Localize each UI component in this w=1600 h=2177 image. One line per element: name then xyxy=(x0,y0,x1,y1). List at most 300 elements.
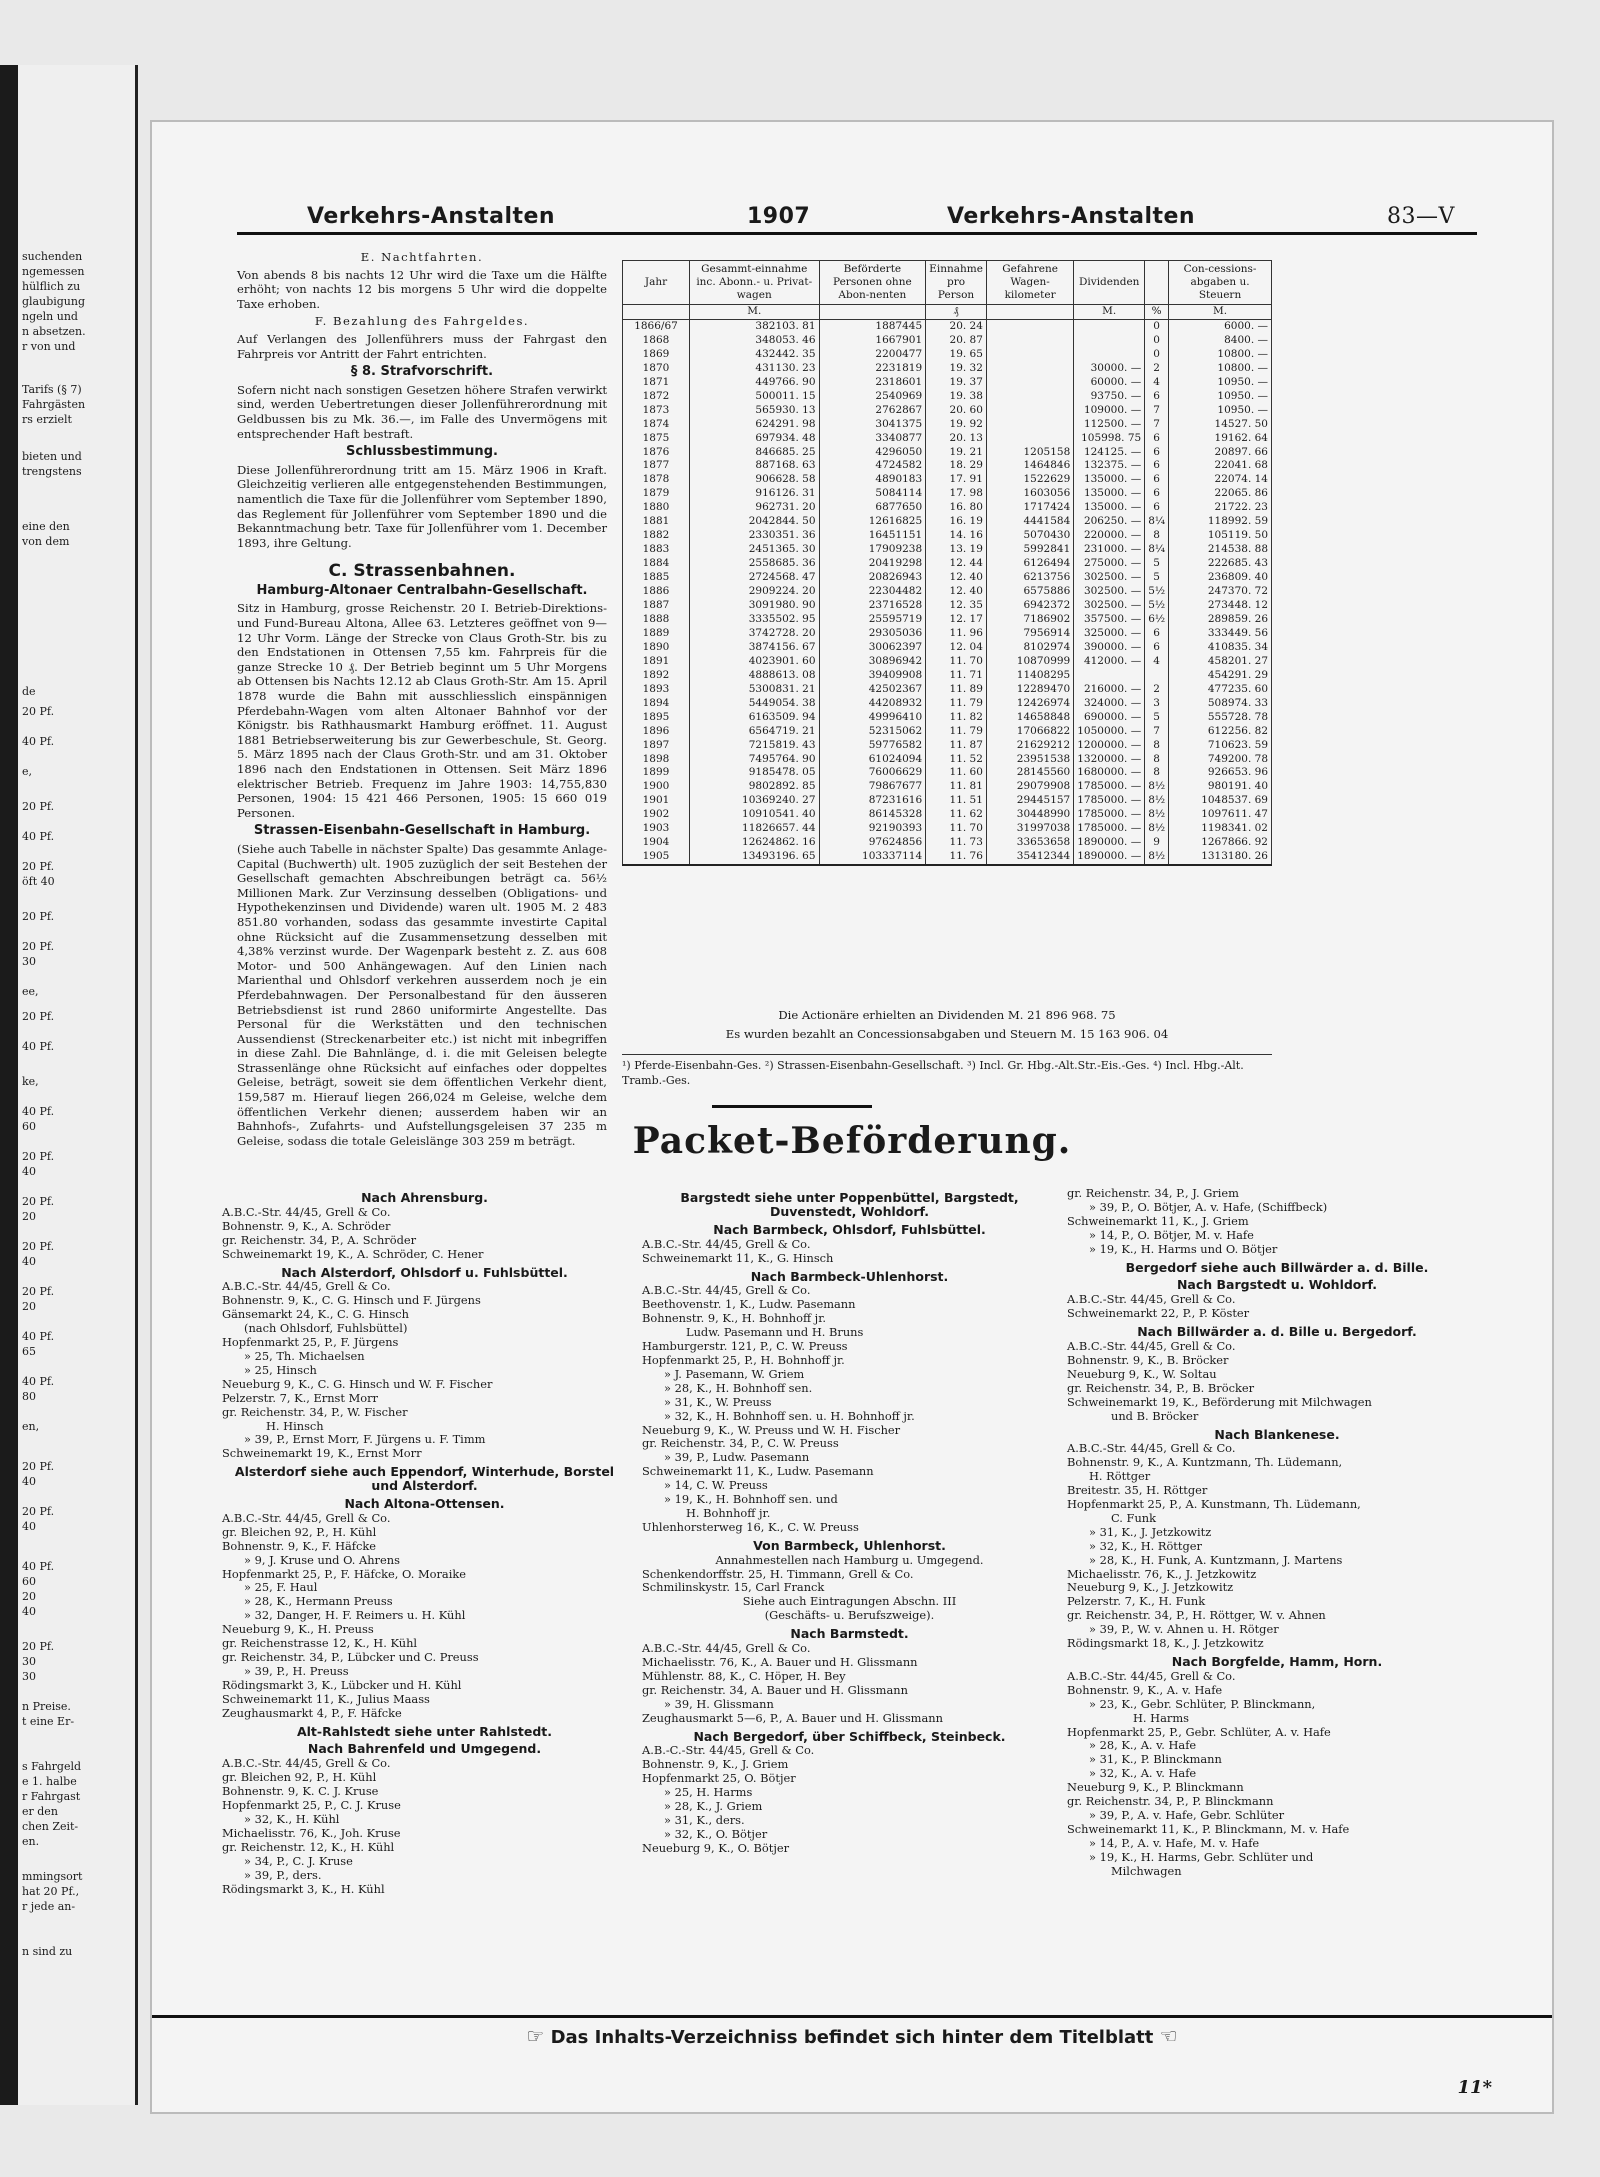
table-cell: 1882 xyxy=(623,529,690,543)
table-cell: 11. 79 xyxy=(926,697,987,711)
margin-line: 40 xyxy=(22,1165,36,1178)
list-item: gr. Reichenstr. 34, P., W. Fischer xyxy=(222,1404,408,1419)
list-item: (nach Ohlsdorf, Fuhlsbüttel) xyxy=(244,1321,408,1336)
table-cell: 275000. — xyxy=(1074,557,1145,571)
table-cell: 6 xyxy=(1145,501,1169,515)
table-cell: 1198341. 02 xyxy=(1169,822,1272,836)
table-row xyxy=(623,836,1272,850)
table-cell: 1872 xyxy=(623,390,690,404)
list-item: » 39, P., O. Bötjer, A. v. Hafe, (Schiffbeck) xyxy=(1089,1199,1328,1214)
table-cell: 13. 19 xyxy=(926,543,987,557)
table-cell: 12. 40 xyxy=(926,571,987,585)
list-item: gr. Reichenstrasse 12, K., H. Kühl xyxy=(222,1636,418,1651)
header-left: Verkehrs-Anstalten xyxy=(307,204,556,229)
list-item: A.B.C.-Str. 44/45, Grell & Co. xyxy=(642,1641,811,1656)
list-item: A.B.C.-Str. 44/45, Grell & Co. xyxy=(1067,1668,1236,1683)
list-item: Hopfenmarkt 25, P., C. J. Kruse xyxy=(222,1798,401,1813)
table-cell: 7495764. 90 xyxy=(690,753,820,767)
table-cell: 11408295 xyxy=(986,669,1073,683)
table-cell: 1871 xyxy=(623,376,690,390)
margin-line: hat 20 Pf., xyxy=(22,1885,80,1898)
table-cell: 410835. 34 xyxy=(1169,641,1272,655)
table-row xyxy=(623,766,1272,780)
table-cell: 1313180. 26 xyxy=(1169,850,1272,865)
list-item: A.B.C.-Str. 44/45, Grell & Co. xyxy=(222,1204,391,1219)
list-item: gr. Bleichen 92, P., H. Kühl xyxy=(222,1770,377,1785)
table-cell: 6 xyxy=(1145,390,1169,404)
list-item: Neueburg 9, K., J. Jetzkowitz xyxy=(1067,1580,1234,1595)
table-cell: 1097611. 47 xyxy=(1169,808,1272,822)
table-cell: 357500. — xyxy=(1074,613,1145,627)
table-cell: 4441584 xyxy=(986,515,1073,529)
table-cell: 1869 xyxy=(623,348,690,362)
table-cell: 555728. 78 xyxy=(1169,711,1272,725)
list-item: Bohnenstr. 9, K., A. Kuntzmann, Th. Lüdemann, xyxy=(1067,1455,1343,1470)
list-item: » 14, P., O. Bötjer, M. v. Hafe xyxy=(1089,1227,1254,1242)
table-cell: 19. 32 xyxy=(926,362,987,376)
table-cell: 710623. 59 xyxy=(1169,739,1272,753)
table-cell: 12624862. 16 xyxy=(690,836,820,850)
table-row xyxy=(623,850,1272,865)
table-cell: 14527. 50 xyxy=(1169,418,1272,432)
table-cell: 980191. 40 xyxy=(1169,780,1272,794)
place-heading: Nach Alsterdorf, Ohlsdorf u. Fuhlsbüttel. xyxy=(281,1264,568,1280)
list-item: » 28, K., J. Griem xyxy=(664,1799,763,1814)
list-item: Hopfenmarkt 25, P., A. Kunstmann, Th. Lüdemann, xyxy=(1067,1497,1361,1512)
table-cell: 5 xyxy=(1145,571,1169,585)
table-cell: 2 xyxy=(1145,362,1169,376)
table-cell: 135000. — xyxy=(1074,501,1145,515)
strassen-eisenbahn-title: Strassen-Eisenbahn-Gesellschaft in Hamburg. xyxy=(253,823,591,839)
table-cell: 93750. — xyxy=(1074,390,1145,404)
section-f-title: F. Bezahlung des Fahrgeldes. xyxy=(314,314,530,329)
table-cell: 1868 xyxy=(623,334,690,348)
table-cell: 8½ xyxy=(1145,794,1169,808)
place-heading: Nach Barmbeck, Ohlsdorf, Fuhlsbüttel. xyxy=(713,1221,986,1237)
margin-line: 60 xyxy=(22,1575,36,1588)
table-cell: 6126494 xyxy=(986,557,1073,571)
table-cell: 124125. — xyxy=(1074,446,1145,460)
table-cell: 1901 xyxy=(623,794,690,808)
margin-line: 40 Pf. xyxy=(22,1105,55,1118)
table-cell: 20. 13 xyxy=(926,432,987,446)
table-body xyxy=(623,305,1272,866)
table-cell: 1890 xyxy=(623,641,690,655)
table-cell: 324000. — xyxy=(1074,697,1145,711)
list-item: gr. Reichenstr. 34, P., J. Griem xyxy=(1067,1186,1239,1200)
table-cell: 97624856 xyxy=(819,836,926,850)
list-item: Neueburg 9, K., C. G. Hinsch und W. F. Fischer xyxy=(222,1376,493,1391)
place-heading: Nach Bargstedt u. Wohldorf. xyxy=(1176,1277,1378,1293)
table-row xyxy=(623,627,1272,641)
list-item: Michaelisstr. 76, K., Joh. Kruse xyxy=(222,1825,401,1840)
list-item: » 31, K., J. Jetzkowitz xyxy=(1089,1524,1212,1539)
list-item: Bohnenstr. 9, K., J. Griem xyxy=(642,1757,789,1772)
table-cell: 6 xyxy=(1145,446,1169,460)
table-cell xyxy=(986,376,1073,390)
margin-line: r jede an- xyxy=(22,1900,76,1913)
table-cell: 31997038 xyxy=(986,822,1073,836)
table-unit-cell: % xyxy=(1145,305,1169,320)
list-item: Schweinemarkt 11, K., P. Blinckmann, M. v. Hafe xyxy=(1067,1821,1350,1836)
table-cell: 4888613. 08 xyxy=(690,669,820,683)
table-cell: 5449054. 38 xyxy=(690,697,820,711)
table-cell: 333449. 56 xyxy=(1169,627,1272,641)
table-cell: 52315062 xyxy=(819,725,926,739)
table-cell: 22074. 14 xyxy=(1169,473,1272,487)
table-row xyxy=(623,487,1272,501)
table-cell: 6 xyxy=(1145,487,1169,501)
table-cell: 8 xyxy=(1145,739,1169,753)
margin-line: von dem xyxy=(22,535,70,548)
table-cell xyxy=(1074,319,1145,333)
table-cell: 6 xyxy=(1145,473,1169,487)
margin-line: Tarifs (§ 7) xyxy=(22,383,82,396)
table-cell: 1884 xyxy=(623,557,690,571)
margin-line: 20 Pf. xyxy=(22,705,55,718)
table-cell: 2451365. 30 xyxy=(690,543,820,557)
table-cell: 302500. — xyxy=(1074,599,1145,613)
table-cell: 17. 91 xyxy=(926,473,987,487)
table-cell: 3742728. 20 xyxy=(690,627,820,641)
table-row xyxy=(623,319,1272,333)
table-cell: 1875 xyxy=(623,432,690,446)
margin-line: suchenden xyxy=(22,250,83,263)
table-cell: 697934. 48 xyxy=(690,432,820,446)
table-cell: 1680000. — xyxy=(1074,766,1145,780)
table-cell: 7215819. 43 xyxy=(690,739,820,753)
table-row xyxy=(623,585,1272,599)
section-c-title: C. Strassenbahnen. xyxy=(328,561,516,582)
margin-line: ngeln und xyxy=(22,310,78,323)
table-cell: 19. 65 xyxy=(926,348,987,362)
table-cell: 1464846 xyxy=(986,459,1073,473)
margin-line: r Fahrgast xyxy=(22,1790,81,1803)
packet-title: Packet-Beförderung. xyxy=(632,1120,1072,1162)
table-cell: 1320000. — xyxy=(1074,753,1145,767)
table-cell: 1878 xyxy=(623,473,690,487)
list-item: H. Hinsch xyxy=(266,1418,324,1433)
list-item: H. Röttger xyxy=(1089,1469,1151,1484)
schluss-text: Diese Jollenführerordnung tritt am 15. März 1906 in Kraft. Gleichzeitig verlieren alle entgegenstehenden Bestimmungen, namentlich die Taxe für die Jollenführer vom September 1890, das Reglement für Jollenführer vom September 1890 und die Bekanntmachung betr. Taxe für Jollenführer vom 1. December 1893, ihre Geltung. xyxy=(237,462,607,550)
table-cell: 7 xyxy=(1145,418,1169,432)
table-cell: 11. 81 xyxy=(926,780,987,794)
list-item: » 39, P., A. v. Hafe, Gebr. Schlüter xyxy=(1089,1807,1285,1822)
table-cell: 33653658 xyxy=(986,836,1073,850)
list-item: gr. Bleichen 92, P., H. Kühl xyxy=(222,1524,377,1539)
table-row xyxy=(623,390,1272,404)
table-cell: 11. 71 xyxy=(926,669,987,683)
table-cell: 348053. 46 xyxy=(690,334,820,348)
list-item: » 39, H. Glissmann xyxy=(664,1696,774,1711)
place-heading: Nach Borgfelde, Hamm, Horn. xyxy=(1171,1654,1383,1669)
table-cell: 42502367 xyxy=(819,683,926,697)
list-item: » 14, C. W. Preuss xyxy=(664,1478,768,1493)
list-item: » 32, K., H. Bohnhoff sen. u. H. Bohnhoff jr. xyxy=(664,1408,915,1423)
list-item: » 39, P., Ernst Morr, F. Jürgens u. F. Timm xyxy=(244,1432,486,1447)
table-cell: 0 xyxy=(1145,319,1169,333)
place-heading: Nach Billwärder a. d. Bille u. Bergedorf. xyxy=(1137,1324,1417,1340)
table-cell: 206250. — xyxy=(1074,515,1145,529)
table-cell: 25595719 xyxy=(819,613,926,627)
table-cell: 1885 xyxy=(623,571,690,585)
table-cell: 20826943 xyxy=(819,571,926,585)
table-row xyxy=(623,794,1272,808)
list-item: Hopfenmarkt 25, P., F. Häfcke, O. Moraike xyxy=(222,1566,466,1581)
margin-line: 65 xyxy=(22,1345,36,1358)
margin-line: e, xyxy=(22,765,33,778)
table-cell: 7 xyxy=(1145,404,1169,418)
table-cell xyxy=(986,404,1073,418)
table-cell: 1050000. — xyxy=(1074,725,1145,739)
place-heading: Alsterdorf siehe auch Eppendorf, Winterhude, Borstel und Alsterdorf. xyxy=(234,1464,615,1494)
table-header-cell: Gefahrene Wagen-kilometer xyxy=(986,261,1073,305)
list-item: Neueburg 9, K., H. Preuss xyxy=(222,1622,374,1637)
list-item: Schweinemarkt 11, K., G. Hinsch xyxy=(642,1250,834,1265)
table-cell: 6 xyxy=(1145,641,1169,655)
margin-line: glaubigung xyxy=(22,295,86,308)
table-row xyxy=(623,655,1272,669)
table-cell: 477235. 60 xyxy=(1169,683,1272,697)
place-heading: Nach Blankenese. xyxy=(1214,1426,1340,1442)
list-item: » 32, K., H. Kühl xyxy=(244,1811,340,1826)
table-cell: 11. 82 xyxy=(926,711,987,725)
margin-line: 40 xyxy=(22,1605,36,1618)
table-row xyxy=(623,501,1272,515)
table-row xyxy=(623,459,1272,473)
table-cell: 103337114 xyxy=(819,850,926,865)
list-item: Mühlenstr. 88, K., C. Höper, H. Bey xyxy=(642,1668,846,1683)
table-row xyxy=(623,404,1272,418)
table-header-cell: Dividenden xyxy=(1074,261,1145,305)
table-header-cell: Beförderte Personen ohne Abon-nenten xyxy=(819,261,926,305)
table-cell: 1876 xyxy=(623,446,690,460)
table-cell: 30000. — xyxy=(1074,362,1145,376)
table-cell: 1267866. 92 xyxy=(1169,836,1272,850)
list-item: Schweinemarkt 19, K., A. Schröder, C. Hener xyxy=(222,1246,484,1261)
list-item: Pelzerstr. 7, K., Ernst Morr xyxy=(222,1390,378,1405)
table-cell: 1900 xyxy=(623,780,690,794)
table-row xyxy=(623,808,1272,822)
table-unit-cell: M. xyxy=(1074,305,1145,320)
table-cell: 4724582 xyxy=(819,459,926,473)
table-cell: 20. 24 xyxy=(926,319,987,333)
list-item: Bohnenstr. 9, K., B. Bröcker xyxy=(1067,1352,1229,1367)
list-item: » 19, K., H. Harms, Gebr. Schlüter und xyxy=(1089,1849,1314,1864)
table-cell: 6163509. 94 xyxy=(690,711,820,725)
list-item: C. Funk xyxy=(1111,1510,1157,1525)
margin-line: en, xyxy=(22,1420,40,1433)
list-item: Siehe auch Eintragungen Abschn. III xyxy=(742,1594,957,1609)
list-item: » 28, K., H. Bohnhoff sen. xyxy=(664,1380,813,1395)
table-cell: 236809. 40 xyxy=(1169,571,1272,585)
table-cell: 79867677 xyxy=(819,780,926,794)
table-cell: 4890183 xyxy=(819,473,926,487)
table-cell: 5300831. 21 xyxy=(690,683,820,697)
table-cell xyxy=(1074,348,1145,362)
table-cell: 8¼ xyxy=(1145,515,1169,529)
table-cell: 10950. — xyxy=(1169,390,1272,404)
table-cell: 1890000. — xyxy=(1074,836,1145,850)
table-cell: 6575886 xyxy=(986,585,1073,599)
list-item: Hopfenmarkt 25, P., F. Jürgens xyxy=(222,1335,399,1350)
table-cell: 59776582 xyxy=(819,739,926,753)
table-cell: 1879 xyxy=(623,487,690,501)
margin-line: 40 xyxy=(22,1255,36,1268)
margin-line: 20 Pf. xyxy=(22,860,55,873)
margin-line: 20 Pf. xyxy=(22,800,55,813)
table-cell: 454291. 29 xyxy=(1169,669,1272,683)
table-cell: 11. 52 xyxy=(926,753,987,767)
strassen-eisenbahn-text: (Siehe auch Tabelle in nächster Spalte) Das gesammte Anlage-Capital (Buchwerth) ult. 1905 zuzüglich der seit Bestehen der Gesellschaft gemachten Abschreibungen beträgt ca. 56½ Millionen Mark. Zur Verzinsung desselben (Obligations- und Hypothekenzinsen und Dividende) waren ult. 1905 M. 2 483 851.80 vorhanden, sodass das gesammte investirte Capital ohne Rücksicht auf die Zusammensetzung desselben mit 4,38% verzinst wurde. Der Wagenpark besteht z. Z. aus 608 Motor- und 500 Anhängewagen. Auf den Linien nach Marienthal und Ohlsdorf verkehren ausserdem noch je ein Pferdebahnwagen. Der Personalbestand für den äusseren Betriebsdienst ist rund 2860 uniformirte Angestellte. Das Personal für die Werkstätten und den technischen Aussendienst (Streckenarbeiter etc.) ist nicht mit inbegriffen in diese Zahl. Die Bahnlänge, d. i. die mit Geleisen belegte Strassenlänge ohne Rücksicht auf einfaches oder doppeltes Geleise, beträgt, soweit sie dem öffentlichen Verkehr dient, 159,587 m. Hierauf liegen 266,024 m Geleise, welche dem öffentlichen Verkehr dienen; ausserdem haben wir an Bahnhofs-, Zufahrts- und Aufstellungsgeleisen 37 235 m Geleise, sodass die totale Geleislänge 303 259 m beträgt. xyxy=(237,841,607,1148)
left-text-column xyxy=(237,247,607,1150)
list-item: Schweinemarkt 11, K., Julius Maass xyxy=(222,1691,430,1706)
table-cell: 4296050 xyxy=(819,446,926,460)
table-row xyxy=(623,669,1272,683)
list-item: » 39, P., H. Preuss xyxy=(244,1663,349,1678)
table-unit-cell: ₰ xyxy=(926,305,987,320)
margin-line: er den xyxy=(22,1805,58,1818)
table-cell: 1888 xyxy=(623,613,690,627)
margin-line: 40 Pf. xyxy=(22,735,55,748)
table-cell: 3340877 xyxy=(819,432,926,446)
margin-line: 40 Pf. xyxy=(22,1560,55,1573)
list-item: Rödingsmarkt 18, K., J. Jetzkowitz xyxy=(1067,1636,1264,1651)
table-row xyxy=(623,473,1272,487)
table-cell: 222685. 43 xyxy=(1169,557,1272,571)
table-cell: 60000. — xyxy=(1074,376,1145,390)
table-cell: 3335502. 95 xyxy=(690,613,820,627)
table-cell: 9802892. 85 xyxy=(690,780,820,794)
place-heading: Bergedorf siehe auch Billwärder a. d. Bille. xyxy=(1125,1259,1429,1275)
list-item: » 39, P., Ludw. Pasemann xyxy=(664,1450,810,1465)
table-cell: 105998. 75 xyxy=(1074,432,1145,446)
table-cell: 1785000. — xyxy=(1074,822,1145,836)
list-item: Milchwagen xyxy=(1111,1863,1182,1878)
list-item: Annahmestellen nach Hamburg u. Umgegend. xyxy=(715,1552,984,1567)
table-cell xyxy=(986,348,1073,362)
table-cell: 302500. — xyxy=(1074,571,1145,585)
table-cell: 6½ xyxy=(1145,613,1169,627)
margin-line: 20 Pf. xyxy=(22,1460,55,1473)
table-row xyxy=(623,543,1272,557)
margin-line: 40 xyxy=(22,1520,36,1533)
table-cell: 135000. — xyxy=(1074,473,1145,487)
hamburg-altona-text: Sitz in Hamburg, grosse Reichenstr. 20 I. Betrieb-Direktions- und Fund-Bureau Altona, Allee 63. Letzteres geöffnet von 9—12 Uhr Vorm. Länge der Strecke von Claus Groth-Str. bis zu den Endstationen in Ottensen 7,55 km. Fahrpreis für die ganze Strecke 10 ₰. Der Betrieb beginnt um 5 Uhr Morgens ab Ottensen bis Nachts 12.12 ab Claus Groth-Str. Am 15. April 1878 wurde die Bahn mit ausschliesslich einspännigen Pferdebahn-Wagen vom alten Altonaer Bahnhof vor der Königstr. bis Rathhausmarkt Hamburg eröffnet. 11. August 1881 Betriebserweiterung bis zur Gewerbeschule, St. Georg. 5. März 1895 nach der Claus Groth-Str. und am 31. Oktober 1896 nach den Endstationen in Ottensen. Seit März 1896 elektrischer Betrieb. Frequenz im Jahre 1903: 14,755,830 Personen, 1904: 15 421 466 Personen, 1905: 15 660 019 Personen. xyxy=(237,601,607,820)
table-cell: 9185478. 05 xyxy=(690,766,820,780)
margin-line: Fahrgästen xyxy=(22,398,86,411)
section-f-text: Auf Verlangen des Jollenführers muss der Fahrgast den Fahrpreis vor Antritt der Fahrt entrichten. xyxy=(237,331,607,361)
table-cell: 20419298 xyxy=(819,557,926,571)
list-item: » 31, K., W. Preuss xyxy=(664,1394,772,1409)
table-cell: 1785000. — xyxy=(1074,780,1145,794)
list-item: Schweinemarkt 11, K., J. Griem xyxy=(1067,1213,1249,1228)
margin-line: 20 Pf. xyxy=(22,910,55,923)
table-cell: 6 xyxy=(1145,459,1169,473)
section-e-title: E. Nachtfahrten. xyxy=(360,250,484,264)
table-cell: 1866/67 xyxy=(623,319,690,333)
table-cell: 11. 70 xyxy=(926,655,987,669)
margin-line: 20 Pf. xyxy=(22,1505,55,1518)
table-cell: 16. 80 xyxy=(926,501,987,515)
margin-line: bieten und xyxy=(22,450,82,463)
table-cell: 112500. — xyxy=(1074,418,1145,432)
section-8-text: Sofern nicht nach sonstigen Gesetzen höhere Strafen verwirkt sind, werden Uebertretungen dieser Jollenführerordnung mit Geldbussen bis zu Mk. 36.—, im Falle des Unvermögens mit entsprechender Haft bestraft. xyxy=(237,382,607,441)
table-cell: 14. 16 xyxy=(926,529,987,543)
list-item: Beethovenstr. 1, K., Ludw. Pasemann xyxy=(642,1297,856,1312)
table-cell: 289859. 26 xyxy=(1169,613,1272,627)
packet-column-3 xyxy=(1067,1187,1487,1879)
table-cell: 17066822 xyxy=(986,725,1073,739)
table-cell: 10910541. 40 xyxy=(690,808,820,822)
header-year: 1907 xyxy=(747,204,811,229)
table-cell: 49996410 xyxy=(819,711,926,725)
list-item: » 28, K., H. Funk, A. Kuntzmann, J. Martens xyxy=(1089,1552,1343,1567)
table-cell: 11. 73 xyxy=(926,836,987,850)
table-cell: 132375. — xyxy=(1074,459,1145,473)
margin-line: 80 xyxy=(22,1390,36,1403)
list-item: » 25, H. Harms xyxy=(664,1785,753,1800)
table-unit-cell: M. xyxy=(1169,305,1272,320)
list-item: Schweinemarkt 19, K., Beförderung mit Milchwagen xyxy=(1067,1394,1372,1409)
section-e-text: Von abends 8 bis nachts 12 Uhr wird die Taxe um die Hälfte erhöht; von nachts 12 bis morgens 5 Uhr wird die doppelte Taxe erhoben. xyxy=(237,267,607,311)
list-item: » 39, P., ders. xyxy=(244,1867,322,1882)
table-cell: 7186902 xyxy=(986,613,1073,627)
list-item: Zeughausmarkt 4, P., F. Häfcke xyxy=(222,1705,402,1720)
list-item: H. Harms xyxy=(1133,1710,1189,1725)
page-number: 11* xyxy=(1457,2077,1492,2098)
table-cell: 1883 xyxy=(623,543,690,557)
table-cell: 458201. 27 xyxy=(1169,655,1272,669)
table-cell: 12. 17 xyxy=(926,613,987,627)
list-item: A.B.C.-Str. 44/45, Grell & Co. xyxy=(222,1510,391,1525)
table-row xyxy=(623,571,1272,585)
table-cell: 22065. 86 xyxy=(1169,487,1272,501)
pointing-hand-right-icon: ☜ xyxy=(1159,2024,1178,2048)
table-cell: 3091980. 90 xyxy=(690,599,820,613)
table-cell: 214538. 88 xyxy=(1169,543,1272,557)
table-row xyxy=(623,641,1272,655)
table-cell xyxy=(1074,669,1145,683)
table-cell xyxy=(1145,669,1169,683)
table-cell: 1893 xyxy=(623,683,690,697)
table-cell: 1874 xyxy=(623,418,690,432)
table-cell: 19. 92 xyxy=(926,418,987,432)
table-cell: 17909238 xyxy=(819,543,926,557)
margin-line: 20 xyxy=(22,1210,36,1223)
table-cell: 8 xyxy=(1145,766,1169,780)
table-cell: 12426974 xyxy=(986,697,1073,711)
list-item: gr. Reichenstr. 12, K., H. Kühl xyxy=(222,1839,395,1854)
table-cell: 92190393 xyxy=(819,822,926,836)
table-cell: 273448. 12 xyxy=(1169,599,1272,613)
table-cell: 18. 29 xyxy=(926,459,987,473)
list-item: Bohnenstr. 9, K., C. G. Hinsch und F. Jürgens xyxy=(222,1293,481,1308)
list-item: » 28, K., Hermann Preuss xyxy=(244,1594,393,1609)
table-cell: 926653. 96 xyxy=(1169,766,1272,780)
list-item: Schweinemarkt 19, K., Ernst Morr xyxy=(222,1446,422,1461)
table-cell: 29305036 xyxy=(819,627,926,641)
table-cell: 325000. — xyxy=(1074,627,1145,641)
table-cell xyxy=(986,334,1073,348)
list-item: Michaelisstr. 76, K., J. Jetzkowitz xyxy=(1067,1566,1257,1581)
table-cell: 6000. — xyxy=(1169,319,1272,333)
table-row xyxy=(623,725,1272,739)
table-cell: 508974. 33 xyxy=(1169,697,1272,711)
table-row xyxy=(623,711,1272,725)
table-cell: 1892 xyxy=(623,669,690,683)
table-cell: 118992. 59 xyxy=(1169,515,1272,529)
